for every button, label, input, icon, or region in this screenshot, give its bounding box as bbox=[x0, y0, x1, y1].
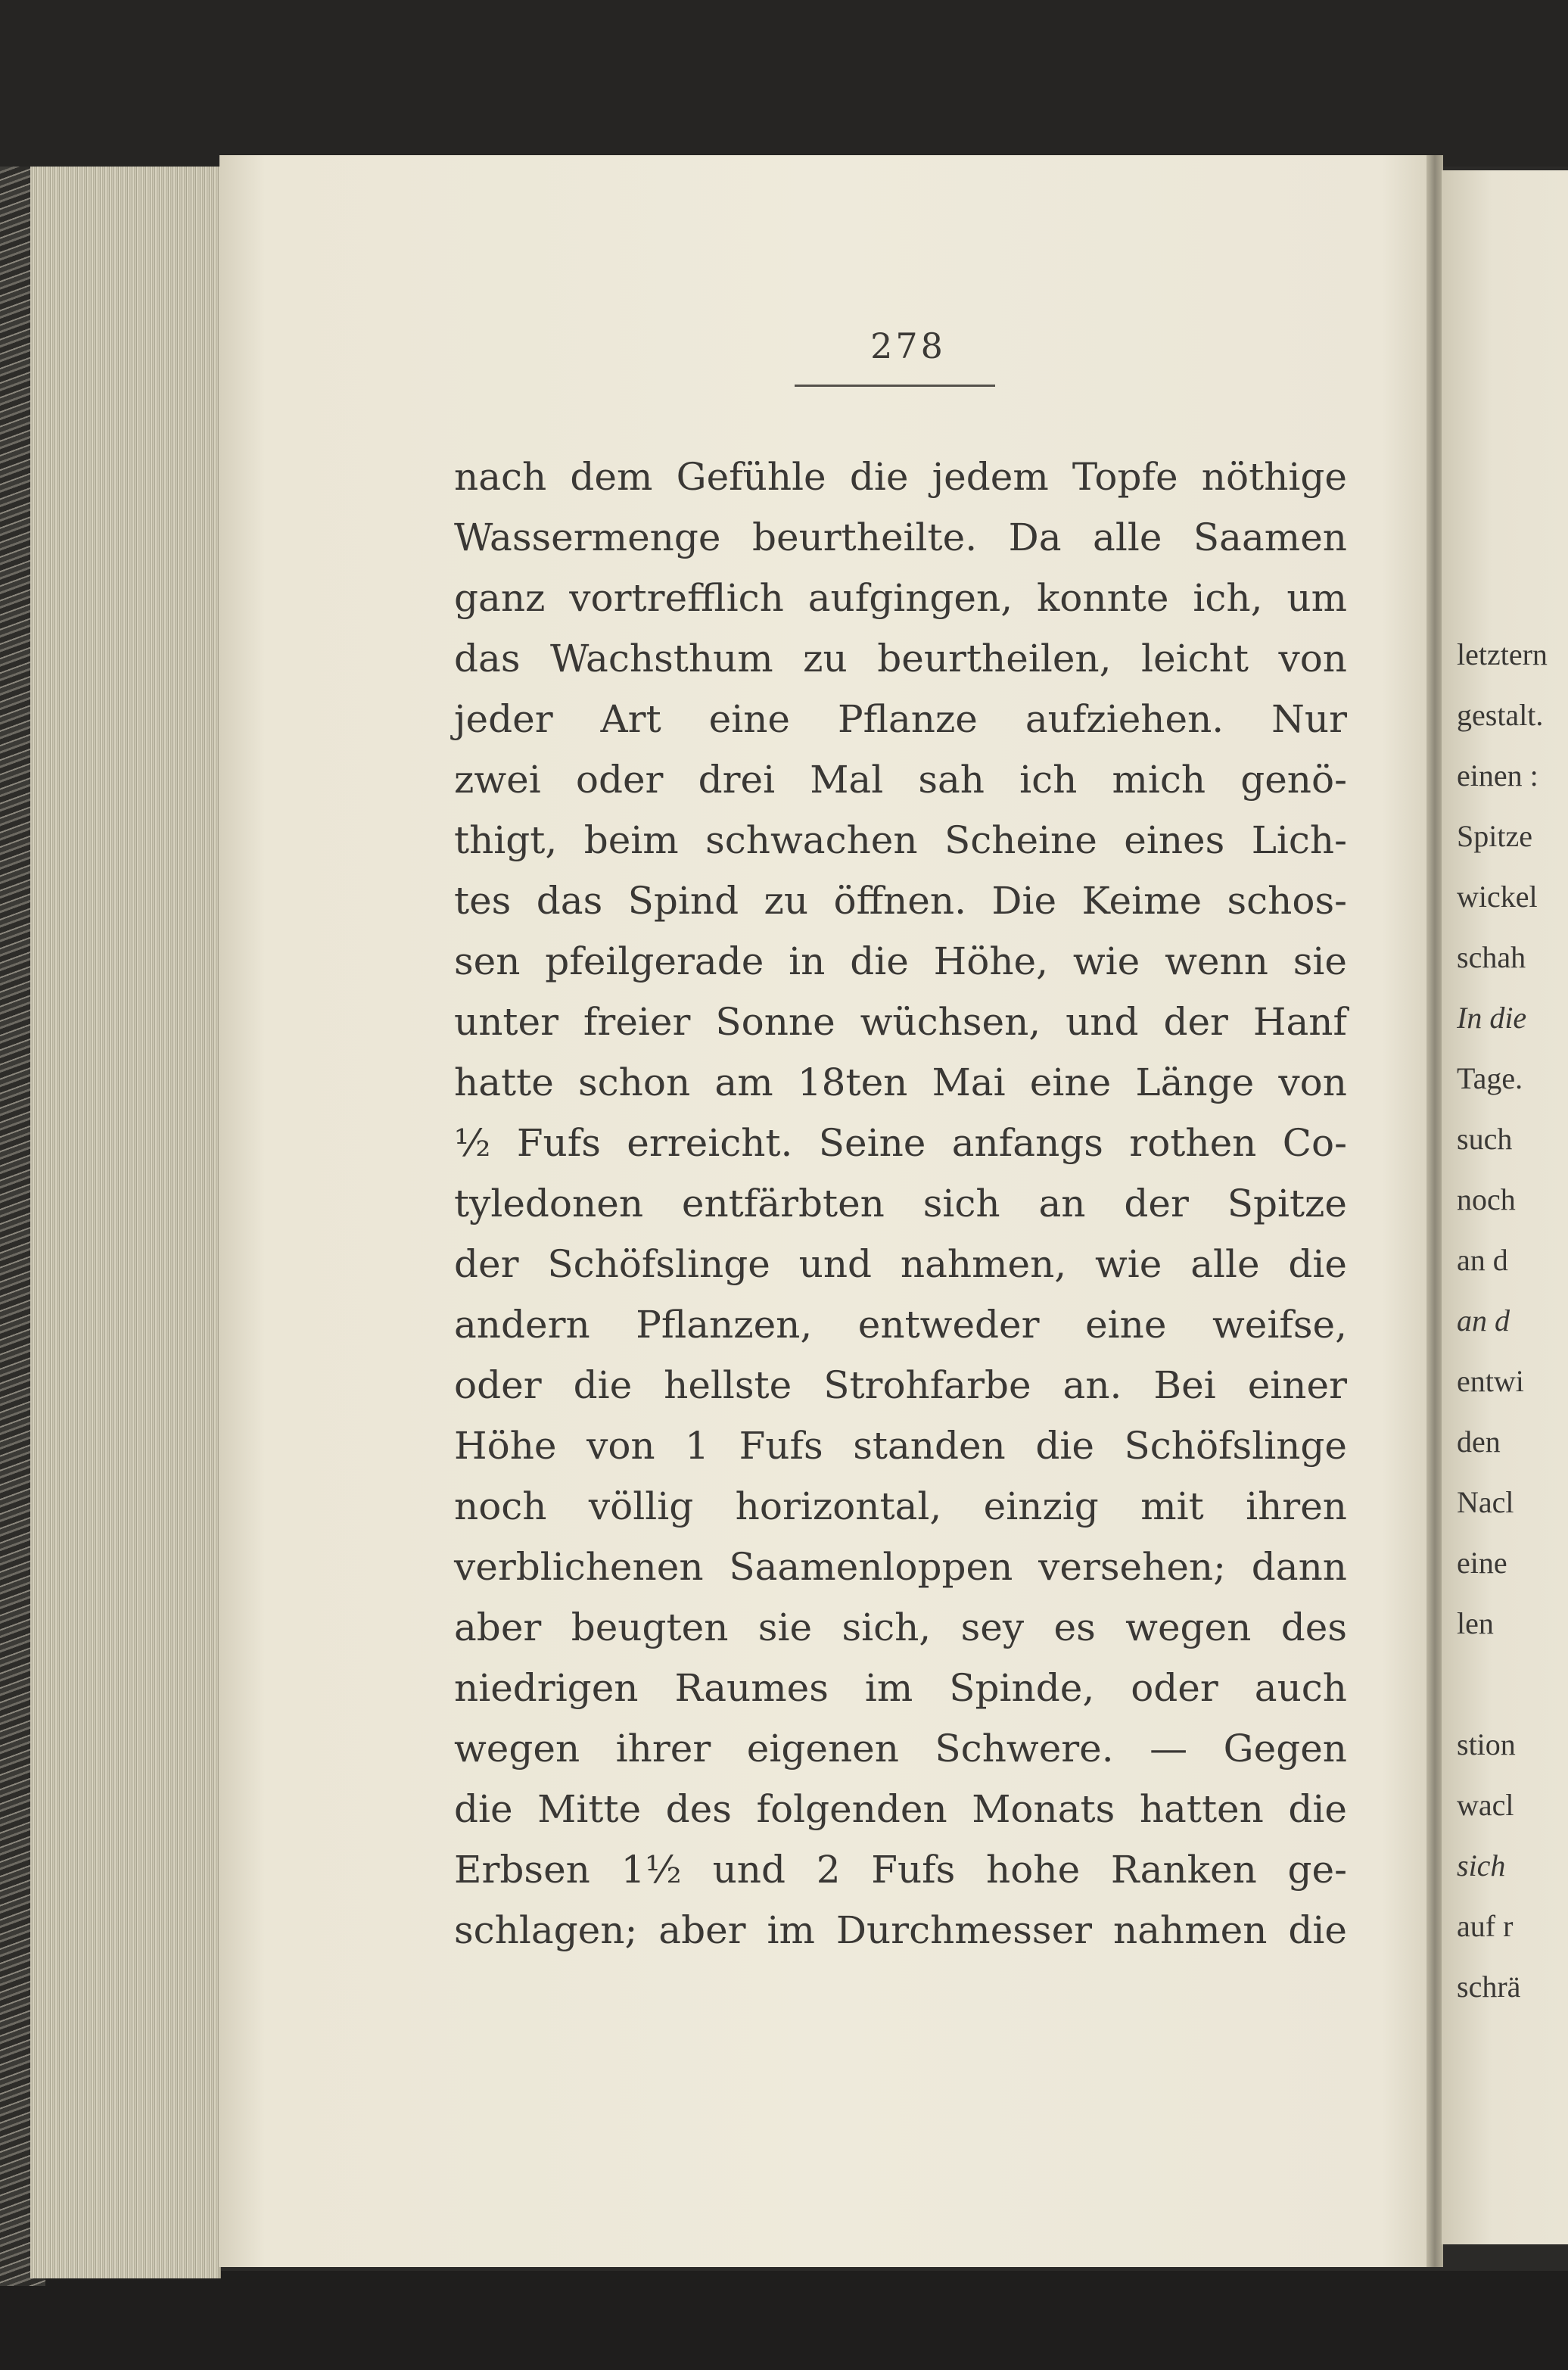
fragment-line: Tage. bbox=[1457, 1061, 1523, 1095]
fragment-line: an d bbox=[1457, 1303, 1510, 1338]
fragment-line: In die bbox=[1457, 1001, 1527, 1035]
text-line: hatte schon am 18ten Mai eine Länge von bbox=[454, 1060, 1347, 1104]
fragment-line: schrä bbox=[1457, 1970, 1521, 2004]
fragment-line: Nacl bbox=[1457, 1485, 1514, 1519]
text-line: niedrigen Raumes im Spinde, oder auch bbox=[454, 1666, 1347, 1710]
fragment-line bbox=[1457, 1654, 1568, 1714]
fragment-line: den bbox=[1457, 1425, 1501, 1459]
fragment-line: auf r bbox=[1457, 1909, 1514, 1943]
fragment-line: stion bbox=[1457, 1727, 1516, 1761]
body-text bbox=[454, 447, 1347, 1960]
text-line: wegen ihrer eigenen Schwere. — Gegen bbox=[454, 1727, 1347, 1770]
text-line: zwei oder drei Mal sah ich mich genö- bbox=[454, 758, 1347, 802]
text-line: thigt, beim schwachen Scheine eines Lich- bbox=[454, 818, 1347, 862]
text-line: verblichenen Saamenloppen versehen; dann bbox=[454, 1545, 1347, 1589]
fragment-line: entwi bbox=[1457, 1364, 1524, 1398]
text-line: der Schöfslinge und nahmen, wie alle die bbox=[454, 1242, 1347, 1286]
fragment-line: sich bbox=[1457, 1848, 1506, 1883]
fragment-line: Spitze bbox=[1457, 819, 1532, 853]
text-line: tes das Spind zu öffnen. Die Keime schos- bbox=[454, 879, 1347, 923]
text-line: das Wachsthum zu beurtheilen, leicht von bbox=[454, 637, 1347, 680]
background-bottom bbox=[0, 2271, 1568, 2370]
fragment-line: wickel bbox=[1457, 880, 1538, 914]
fragment-line: gestalt. bbox=[1457, 698, 1544, 732]
fragment-line: wacl bbox=[1457, 1788, 1514, 1822]
text-line: sen pfeilgerade in die Höhe, wie wenn sie bbox=[454, 939, 1347, 983]
page-block-edges bbox=[30, 167, 221, 2278]
fragment-line: an d bbox=[1457, 1243, 1508, 1277]
fragment-line: schah bbox=[1457, 940, 1526, 974]
text-line: nach dem Gefühle die jedem Topfe nöthige bbox=[454, 455, 1347, 499]
book-gutter bbox=[1426, 155, 1443, 2267]
text-line: Erbsen 1½ und 2 Fufs hohe Ranken ge- bbox=[454, 1848, 1347, 1892]
text-line: andern Pflanzen, entweder eine weifse, bbox=[454, 1303, 1347, 1347]
text-line: Wassermenge beurtheilte. Da alle Saamen bbox=[454, 515, 1347, 559]
fragment-line: len bbox=[1457, 1606, 1494, 1640]
text-line: Höhe von 1 Fufs standen die Schöfslinge bbox=[454, 1424, 1347, 1468]
fragment-line: such bbox=[1457, 1122, 1513, 1156]
right-page-text-fragments bbox=[1457, 624, 1568, 2017]
header-rule bbox=[795, 385, 995, 387]
text-line: ganz vortrefflich aufgingen, konnte ich, um bbox=[454, 576, 1347, 620]
text-line: oder die hellste Strohfarbe an. Bei einer bbox=[454, 1363, 1347, 1407]
text-line: jeder Art eine Pflanze aufziehen. Nur bbox=[454, 697, 1347, 741]
text-line: unter freier Sonne wüchsen, und der Hanf bbox=[454, 1000, 1347, 1044]
fragment-line: noch bbox=[1457, 1182, 1516, 1216]
fragment-line: einen : bbox=[1457, 758, 1538, 793]
text-line: die Mitte des folgenden Monats hatten die bbox=[454, 1787, 1347, 1831]
right-page bbox=[1442, 170, 1568, 2244]
fragment-line: eine bbox=[1457, 1546, 1507, 1580]
page-number: 278 bbox=[870, 325, 946, 366]
text-line: aber beugten sie sich, sey es wegen des bbox=[454, 1605, 1347, 1649]
text-line: noch völlig horizontal, einzig mit ihren bbox=[454, 1484, 1347, 1528]
text-line: schlagen; aber im Durchmesser nahmen die bbox=[454, 1908, 1347, 1952]
background-top bbox=[0, 0, 1568, 167]
fragment-line: letztern bbox=[1457, 637, 1548, 671]
text-line: ½ Fufs erreicht. Seine anfangs rothen Co- bbox=[454, 1121, 1347, 1165]
text-line: tyledonen entfärbten sich an der Spitze bbox=[454, 1182, 1347, 1225]
